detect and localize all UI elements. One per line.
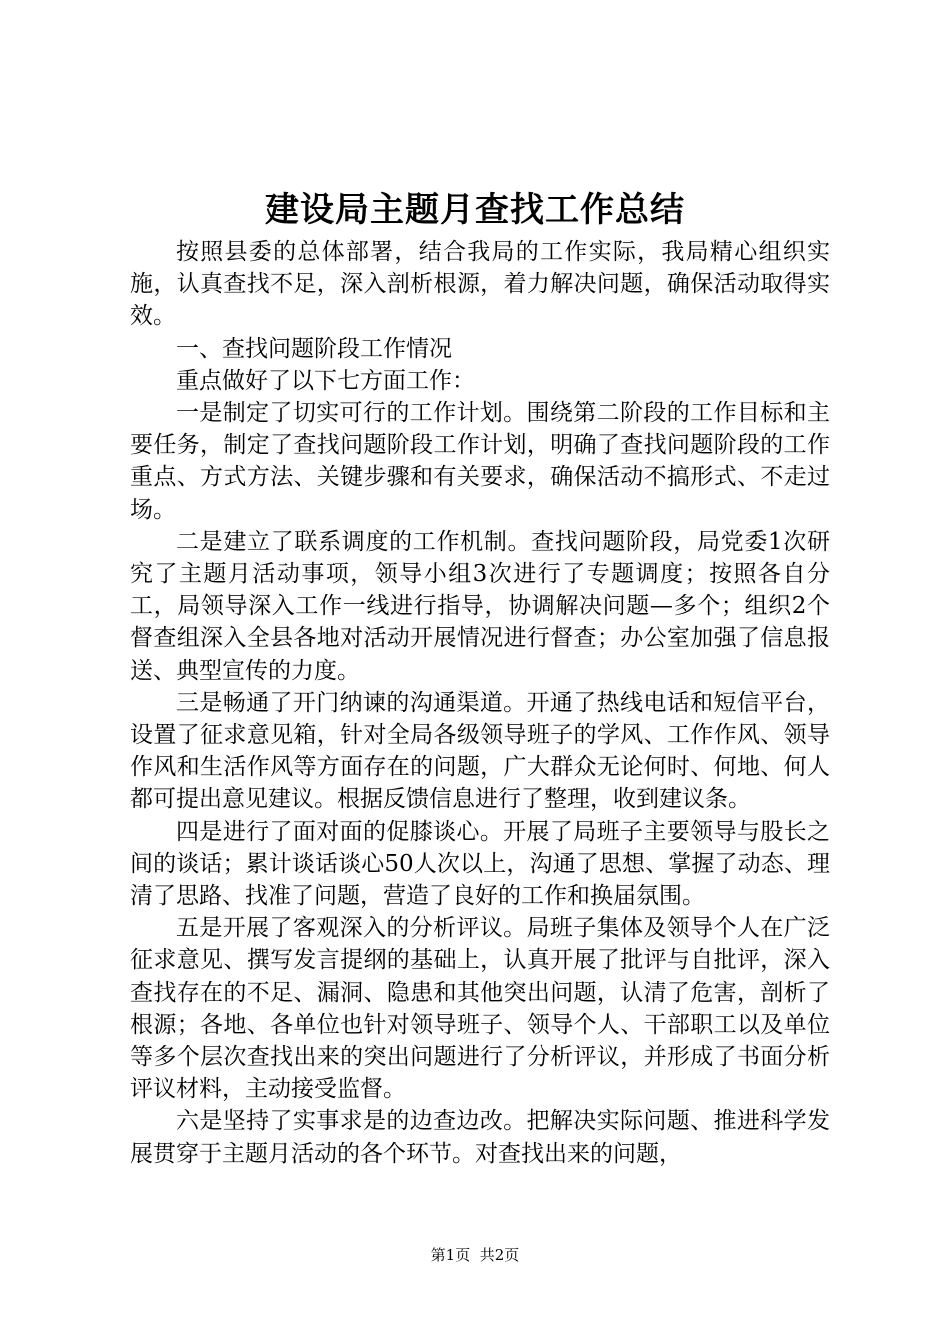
footer-spacer <box>470 1246 480 1264</box>
document-title: 建设局主题月查找工作总结 <box>265 190 685 230</box>
section-heading-1: 一、查找问题阶段工作情况 <box>176 335 452 362</box>
paragraph-item-1: 一是制定了切实可行的工作计划。围绕第二阶段的工作目标和主要任务，制定了查找问题阶段工作计划，明确了查找问题阶段的工作重点、方式方法、关键步骤和有关要求，确保活动不搞形式、不走过场。 <box>130 400 830 523</box>
page-number: 第1页 <box>430 1246 471 1264</box>
paragraph-item-4: 四是进行了面对面的促膝谈心。开展了局班子主要领导与股长之间的谈话；累计谈话谈心50人次以上，沟通了思想、掌握了动态、理清了思路、找准了问题，营造了良好的工作和换届氛围。 <box>130 818 830 910</box>
paragraph-item-2: 二是建立了联系调度的工作机制。查找问题阶段，局党委1次研究了主题月活动事项，领导小组3次进行了专题调度；按照各自分工，局领导深入工作一线进行指导，协调解决问题—多个；组织2个督查组深入全县各地对活动开展情况进行督查；办公室加强了信息报送、典型宣传的力度。 <box>130 528 830 684</box>
paragraph-item-5: 五是开展了客观深入的分析评议。局班子集体及领导个人在广泛征求意见、撰写发言提纲的基础上，认真开展了批评与自批评，深入查找存在的不足、漏洞、隐患和其他突出问题，认清了危害，剖析了根源；各地、各单位也针对领导班子、领导个人、干部职工以及单位等多个层次查找出来的突出问题进行了分析评议，并形成了书面分析评议材料，主动接受监督。 <box>130 915 830 1103</box>
page-footer <box>0 1244 950 1266</box>
paragraph-intro: 按照县委的总体部署，结合我局的工作实际，我局精心组织实施，认真查找不足，深入剖析根源，着力解决问题，确保活动取得实效。 <box>130 239 830 330</box>
paragraph-summary: 重点做好了以下七方面工作： <box>176 367 475 394</box>
paragraph-item-3: 三是畅通了开门纳谏的沟通渠道。开通了热线电话和短信平台，设置了征求意见箱，针对全局各级领导班子的学风、工作作风、领导作风和生活作风等方面存在的问题，广大群众无论何时、何地、何人都可提出意见建议。根据反馈信息进行了整理，收到建议条。 <box>130 689 830 813</box>
document-body <box>130 236 830 1170</box>
page-total: 共2页 <box>479 1246 520 1264</box>
paragraph-item-6: 六是坚持了实事求是的边查边改。把解决实际问题、推进科学发展贯穿于主题月活动的各个环节。对查找出来的问题， <box>130 1108 830 1167</box>
